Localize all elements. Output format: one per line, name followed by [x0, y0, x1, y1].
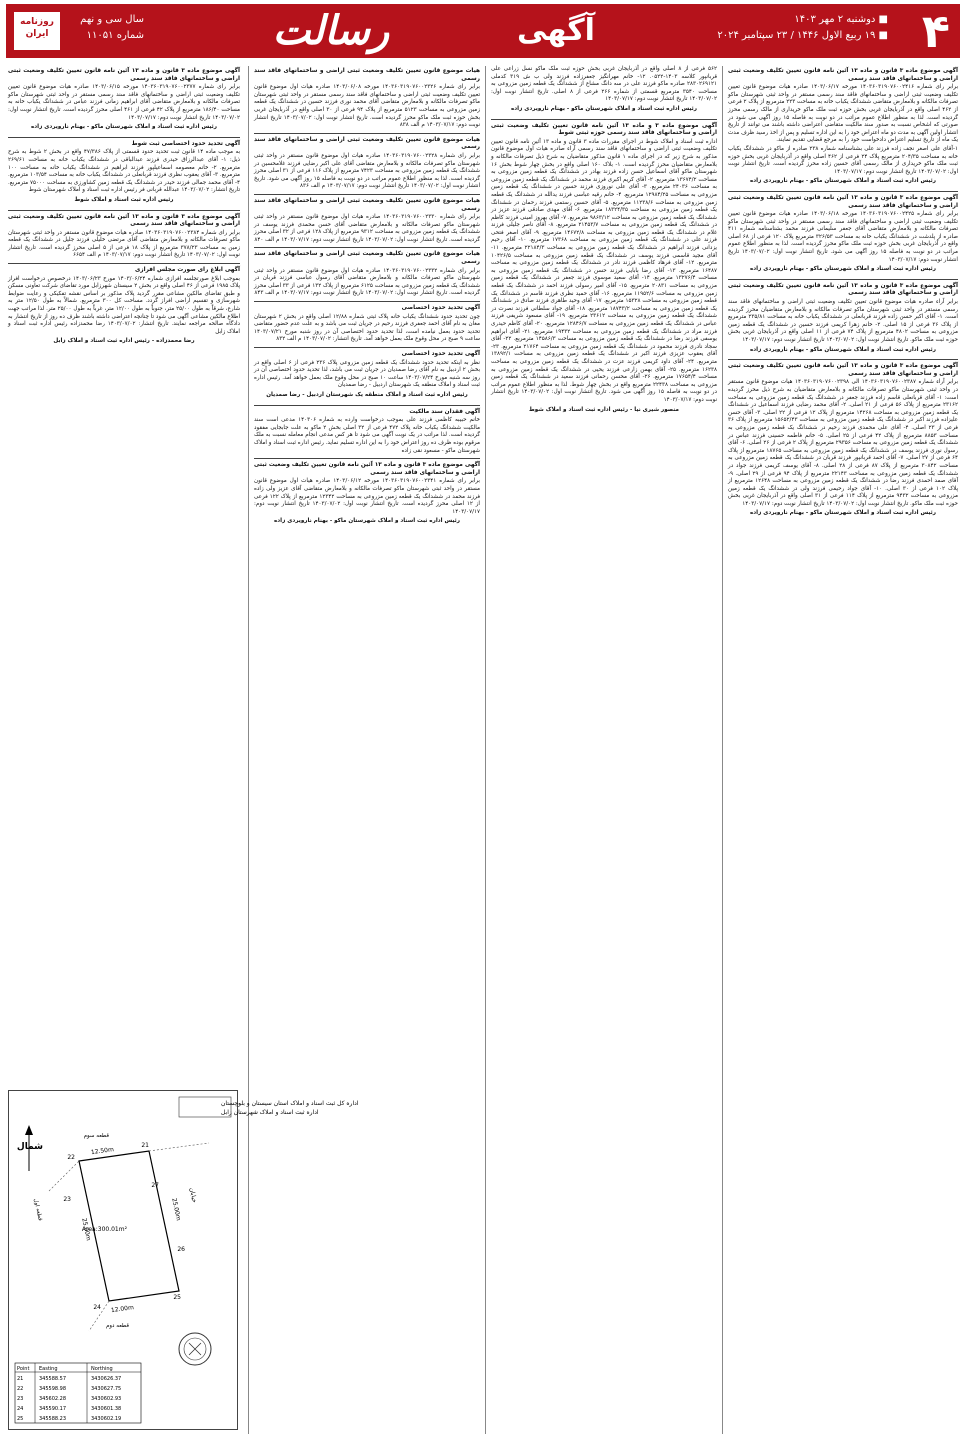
ad-body: ۵۶۲ فرعی از ۸ اصلی واقع در آذربایجان غربی بخش حوزه ثبت ملک ماکو نسل زراعی علی قربانپور کلاسه ۱۴۰۳-۰۵۲۲. ۱۲- خانم مهرانگیز جعفرزاده فرزند ولی ب ش ۳۱۹ کدملی ۲۸۳۰۲۶۹۱۲۱ صادره ماکو فرزند علی در سه دانگ مشاع از ششدانگ یک قطعه زمین مزروعی به مساحت ۳۵۴۰ مترمربع قسمتی از شماره ۲۶۶ فرعی از ۸ اصلی. تاریخ انتشار نوبت اول: ۱۴۰۳/۰۷/۰۲ تاریخ انتشار نوبت دوم: ۱۴۰۳/۰۷/۱۷	[491, 66, 718, 103]
table-cell: 3430602.19	[91, 1416, 122, 1422]
point-label: 24	[93, 1304, 101, 1311]
divider	[254, 301, 480, 302]
divider	[254, 247, 480, 248]
date-block	[717, 12, 888, 44]
newspaper-logo: رسالت	[272, 7, 390, 54]
ad-body: نظر به اینکه تحدید حدود ششدانگ یک قطعه زمین مزروعی پلاک ۲۳۶ فرعی از ۶ اصلی واقع در بخش ۲ اردبیل به نام آقای رضا صمدیان در جریان ثبت می باشد، لذا تحدید حدود اختصاصی آن در روز سه شنبه مورخ ۱۴۰۳/۰۷/۲۴ ساعت ۱۰ صبح در محل وقوع ملک بعمل خواهد آمد. رئیس اداره ثبت اسناد و املاک منطقه یک شهرستان اردبیل - رضا صمدیان	[254, 359, 481, 389]
column-4	[8, 66, 240, 1086]
ad-title: هیات موضوع قانون تعیین تکلیف وضعیت ثبتی اراضی و ساختمانهای فاقد سند رسمی	[254, 136, 480, 151]
point-label: 26	[177, 1246, 185, 1253]
divider	[728, 359, 958, 360]
page-number: ۴	[921, 4, 950, 58]
ad-body: به موجب ماده ۱۴ قانون ثبت تحدید حدود قسمتی از پلاک ۴۷/۳۸۶ واقع در بخش ۲ شوط به شرح ذیل: ۱- آقای عبدالرزاق حیدری فرزند عبدالباقی در ششدانگ یکباب خانه به مساحت ۲۶۹/۶۱ مترمربع. ۲- خانم معصومه اسماعیلپور فرزند ابراهیم در ششدانگ یکباب خانه به مساحت ۱۰۰ مترمربع. ۳- آقای یعقوب نظری فرزند قربانعلی در ششدانگ یکباب خانه به مساحت ۱۰۳/۵۴ مترمربع. ۴- آقای محمد جمالی فرزند حیدر در ششدانگ یک قطعه زمین کشاورزی به مساحت ۷۵۰۰۰ مترمربع. تاریخ انتشار: ۱۴۰۳/۰۷/۰۲ عبدالله قربانی فر رئیس اداره ثبت اسناد و املاک شهرستان شوط	[8, 149, 241, 194]
table-cell: 3430602.93	[91, 1396, 122, 1402]
column-2	[491, 66, 717, 1434]
point-label: 22	[67, 1154, 75, 1161]
map-title-1: اداره کل ثبت اسناد و املاک استان سیستان و بلوچستان	[221, 1100, 359, 1107]
point-label: 25	[173, 1294, 181, 1301]
ad-block	[728, 68, 958, 186]
ad-signature: رئیس اداره ثبت اسناد و املاک شهرستان ماکو - بهنام نارویردی زاده	[749, 266, 936, 273]
table-header: Northing	[91, 1366, 113, 1372]
ad-block	[728, 195, 958, 274]
divider	[254, 347, 480, 348]
ad-body: برابر آراء شماره ۱۴۰۳۶۰۳۱۹۰۷۶۰۰۲۳۸۷ الی ۱۴۰۳۶۰۳۱۹۰۷۶۰۰۲۳۹۸ هیات موضوع قانون مستقر در واحد ثبتی شهرستان ماکو تصرفات مالکانه و بلامعارض متقاضیان به شرح ذیل محرز گردیده است: ۱- آقای قربانعلی قاسم زاده فرزند جعفر در ششدانگ یک قطعه زمین مزروعی به مساحت ۲۳۱۶۲ مترمربع از پلاک ۵۶ فرعی از ۲۱ اصلی. ۲- آقای محمد رضایی فرزند اسماعیل در ششدانگ یک قطعه زمین مزروعی به مساحت ۱۴۲۶۸ مترمربع از پلاک ۱۲ فرعی از ۲۲ اصلی. ۳- آقای حسن علیزاده فرزند اکبر در ششدانگ یک قطعه زمین مزروعی به مساحت ۱۵۶۵۲/۴۳ مترمربع از پلاک ۳۶ فرعی از ۲۳ اصلی. ۴- آقای علی محمدی فرزند رحیم در ششدانگ یک قطعه زمین مزروعی به مساحت ۸۸۵۳ مترمربع از پلاک ۴۲ فرعی از ۲۵ اصلی. ۵- خانم فاطمه حسینی فرزند عباس در ششدانگ یک قطعه زمین مزروعی به مساحت ۲۹۳۵۶ مترمربع از پلاک ۲ فرعی از ۲۶ اصلی. ۶- آقای رسول نوری فرزند یوسف در ششدانگ یک قطعه زمین مزروعی به مساحت ۱۸۷۶۵ مترمربع از پلاک ۶۴ فرعی از ۲۷ اصلی. ۷- آقای احمد قربانپور فرزند قربان در ششدانگ یک قطعه زمین مزروعی به مساحت ۳۰۸۴۲ مترمربع از پلاک ۸۷ فرعی از ۲۸ اصلی. ۸- آقای یوسف کریمی فرزند جواد در ششدانگ یک قطعه زمین مزروعی به مساحت ۲۲۱۴۳ مترمربع از پلاک ۹۴ فرعی از ۲۹ اصلی. ۹- آقای صمد احمدی فرزند رضا در ششدانگ یک قطعه زمین مزروعی به مساحت ۱۲۶۴۸ مترمربع از پلاک ۱۰۲ فرعی از ۳۰ اصلی. ۱۰- آقای جواد رحیمی فرزند ولی در ششدانگ یک قطعه زمین مزروعی به مساحت ۹۴۳۲ مترمربع از پلاک ۱۱۴ فرعی از ۳۱ اصلی واقع در آذربایجان غربی بخش حوزه ثبت ملک ماکو. تاریخ انتشار نوبت اول: ۱۴۰۳/۰۷/۰۲ تاریخ انتشار نوبت دوم: ۱۴۰۳/۰۷/۱۷	[728, 379, 959, 507]
point-label: 27	[151, 1182, 159, 1189]
issue-number: شماره ۱۱۰۵۱	[86, 30, 144, 41]
ad-body: برابر رای شماره ۱۴۰۳۶۰۳۱۹۰۷۶۰۰۲۳۴۱ مورخه ۱۴۰۳/۰۶/۱۲ صادره هیات اول موضوع قانون مستقر در واحد ثبتی شهرستان ماکو تصرفات مالکانه و بلامعارض متقاضی آقای عزیز ولی زاده فرزند محمد در ششدانگ یک قطعه زمین مزروعی به مساحت ۱۲۳۴۲ مترمربع از پلاک ۱۲۲ فرعی از ۱۲ اصلی محرز گردیده است. تاریخ انتشار نوبت اول: ۱۴۰۳/۰۷/۰۲ تاریخ انتشار نوبت دوم: ۱۴۰۳/۰۷/۱۷	[254, 478, 480, 515]
neighbor-label: قطعه سوم	[83, 1133, 109, 1139]
ad-body: برابر رای شماره ۱۴۰۳۶۰۳۱۹۰۷۶۰۰۲۳۷۷ مورخه ۱۴۰۳/۰۶/۱۵ صادره هیات موضوع قانون تعیین تکلیف وضعیت ثبتی اراضی و ساختمانهای فاقد سند رسمی مستقر در واحد ثبتی شهرستان ماکو تصرفات مالکانه و بلامعارض متقاضی آقای ابراهیم زمانی فرزند عباس در ششدانگ یکباب خانه به مساحت ۱۸۶/۴۰ مترمربع از پلاک ۴۲ فرعی از ۴۶۱ اصلی محرز گردیده است. تاریخ انتشار نوبت اول: ۱۴۰۳/۰۷/۰۲ تاریخ انتشار نوبت دوم: ۱۴۰۳/۰۷/۱۷	[8, 84, 241, 121]
seal-stamp-icon	[179, 1333, 211, 1365]
column-3	[254, 66, 480, 1434]
ad-signature: منصور شیری نیا - رئیس اداره ثبت اسناد و املاک شوط	[528, 406, 680, 413]
point-label: 21	[141, 1142, 149, 1149]
table-header: Easting	[39, 1366, 58, 1372]
point-label: 23	[63, 1196, 71, 1203]
ad-title: آگهی موضوع ماده ۳ قانون و ماده ۱۳ آئین نامه قانون تعیین تکلیف وضعیت ثبتی اراضی و ساختمانهای فاقد سند رسمی	[728, 68, 959, 82]
ad-body: برابر رای شماره ۱۴۰۳۶۰۳۱۹۰۷۶۰۰۲۳۳۲ صادره هیات اول موضوع قانون مستقر در واحد ثبتی شهرستان ماکو تصرفات مالکانه و بلامعارض متقاضی آقای رسول عباسی فرزند قربان در ششدانگ یک قطعه زمین مزروعی به مساحت ۶۱۲۵ مترمربع از پلاک ۱۳۲ فرعی از ۳۳ اصلی محرز گردیده است. تاریخ انتشار نوبت اول: ۱۴۰۳/۰۷/۰۲ تاریخ انتشار نوبت دوم: ۱۴۰۳/۰۷/۱۷ م الف ۸۴۳	[254, 267, 480, 297]
ad-block	[254, 198, 480, 245]
divider	[254, 133, 480, 134]
ad-title: آگهی موضوع ماده ۳ قانون و ماده ۱۳ آئین نامه قانون تعیین تکلیف وضعیت ثبتی اراضی و ساختمانهای فاقد سند رسمی	[728, 363, 959, 377]
ad-block	[254, 305, 480, 344]
ad-signature: رئیس اداره ثبت اسناد و املاک شهرستان ماکو - بهنام نارویردی زاده	[510, 105, 697, 112]
table-rows	[17, 1376, 121, 1422]
table-cell: 3430601.38	[91, 1406, 122, 1412]
column-divider	[722, 66, 723, 1434]
edge-length: 12.00m	[110, 1304, 135, 1315]
table-cell: 345590.17	[39, 1406, 67, 1412]
ad-block	[8, 68, 240, 132]
survey-map	[8, 1090, 359, 1430]
table-cell: 24	[17, 1406, 24, 1412]
ad-block	[8, 214, 240, 261]
north-label: شمال	[16, 1142, 43, 1152]
page-header	[6, 4, 960, 58]
ad-signature: رئیس اداره ثبت اسناد و املاک منطقه یک شهرستان اردبیل - رضا صمدیان	[266, 391, 468, 398]
neighbor-line	[149, 1143, 209, 1151]
street-label: خیابان	[187, 1187, 198, 1204]
column-1	[728, 66, 958, 1434]
column-divider	[248, 66, 249, 1434]
edge-length: 25.00m	[80, 1217, 92, 1242]
column-divider	[485, 66, 486, 1434]
ad-signature: رئیس اداره ثبت اسناد و املاک شهرستان ماکو - بهنام نارویردی زاده	[30, 124, 217, 131]
divider	[254, 405, 480, 406]
ad-block	[254, 462, 480, 526]
ad-body: برابر رای شماره ۱۴۰۳۶۰۳۱۹۰۷۶۰۰۲۴۱۶ مورخه ۱۴۰۳/۰۶/۱۷ صادره هیات موضوع قانون تعیین تکلیف وضعیت ثبتی اراضی و ساختمانهای فاقد سند رسمی مستقر در واحد ثبتی شهرستان ماکو تصرفات مالکانه و بلامعارض متقاضی ششدانگ یکباب خانه به مساحت ۲۲۳ مترمربع از پلاک ۲ فرعی از ۴۶۲ اصلی واقع در آذربایجان غربی بخش حوزه ثبت ملک ماکو خریداری از مالک رسمی محرز گردیده است. لذا به منظور اطلاع عموم مراتب در دو نوبت به فاصله ۱۵ روز آگهی می شود در صورتی که اشخاص نسبت به صدور سند مالکیت متقاضی اعتراضی داشته باشند می توانند از تاریخ انتشار اولین آگهی به مدت دو ماه اعتراض خود را به این اداره تسلیم و پس از اخذ رسید ظرف مدت یک ماه از تاریخ تسلیم اعتراض دادخواست خود را به مرجع قضایی تقدیم نمایند.	[728, 84, 958, 144]
ad-block	[491, 66, 717, 114]
ad-title: آگهی ابلاغ رای صورت مجلس افرازی	[134, 267, 240, 274]
ad-title: آگهی تحدید حدود اختصاصی	[401, 351, 480, 357]
table-cell: 345588.57	[39, 1376, 67, 1382]
section-title: آگهی	[517, 13, 595, 48]
ad-title: آگهی موضوع ماده ۳ و ماده ۱۳ آئین نامه قانون تعیین تکلیف وضعیت ثبتی اراضی و ساختمانهای فاقد سند رسمی حوزه ثبتی شوط	[491, 122, 717, 137]
divider	[491, 119, 717, 120]
table-cell: 3430626.37	[91, 1376, 122, 1382]
ad-signature: رئیس اداره ثبت اسناد و املاک شهرستان ماکو - بهنام نارویردی زاده	[749, 178, 936, 185]
table-header: Point	[17, 1366, 30, 1372]
coordinate-table	[15, 1363, 141, 1423]
divider	[254, 458, 480, 459]
neighbor-label: قطعه اول	[32, 1197, 43, 1222]
ad-body: بموجب ابلاغ صورتجلسه افرازی شماره ۱۴۰۳/۰۶/۲۴ مورخ ۱۴۰۳/۰۶/۲۳ درخصوص درخواست افراز پلاک ۱۹۸۵ فرعی از ۴۶ اصلی واقع در بخش ۲ سیستان شهرزابل مورد تقاضای شرکت تعاونی مسکن و طبق تقاضای مالکین مشاعی مقرر گردید پلاک مذکور بر اساس نقشه تفکیکی و رعایت ضوابط شهرسازی و تقسیم اراضی افراز گردد. مساحت کل ۳۰۰ مترمربع. شمالاً به طول ۱۲/۵۰ متر به شارع، شرقاً به طول ۲۵/۰۰ متر، جنوباً به طول ۱۲/۰۰ متر، غرباً به طول ۲۵/۰۰ متر. لذا مراتب جهت اطلاع مالکین مشاعی آگهی می شود تا چنانچه اعتراضی داشته باشند ظرف ده روز از تاریخ انتشار به دادگاه صالحه مراجعه نمایند. تاریخ انتشار: ۱۴۰۳/۰۷/۰۲ رضا محمدزاده رئیس اداره ثبت اسناد و املاک زابل	[8, 275, 241, 335]
ad-block	[8, 267, 240, 346]
ad-signature: رضا محمدزاده - رئیس اداره ثبت اسناد و املاک زابل	[53, 338, 195, 345]
map-title-2: اداره ثبت اسناد و املاک شهرستان زابل	[221, 1109, 319, 1116]
ad-block	[728, 363, 958, 518]
ad-block	[254, 137, 480, 191]
ad-body: برابر رای شماره ۱۴۰۳۶۰۳۱۹۰۷۶۰۰۲۴۲۵ مورخه ۱۴۰۳/۰۶/۱۸ صادره هیات موضوع قانون تعیین تکلیف وضعیت ثبتی اراضی و ساختمانهای فاقد سند رسمی مستقر در واحد ثبتی شهرستان ماکو تصرفات مالکانه و بلامعارض متقاضی آقای جعفر سلیمانی فرزند محمد بشناسنامه شماره ۴۱۱ صادره از پلدشت در ششدانگ یکباب خانه به مساحت ۳۲۶/۵۳ مترمربع پلاک ۱۲۰ فرعی از ۶۸ اصلی واقع در آذربایجان غربی بخش حوزه ثبت ملک ماکو محرز گردیده است. لذا به منظور اطلاع عموم مراتب در دو نوبت به فاصله ۱۵ روز آگهی می شود. تاریخ انتشار نوبت اول: ۱۴۰۳/۰۷/۰۲ تاریخ انتشار نوبت دوم: ۱۴۰۳/۰۷/۱۷	[728, 211, 958, 263]
ad-block	[254, 68, 480, 130]
date-line-2: ■ ۱۹ ربیع الاول ۱۴۴۶ / ۲۳ سپتامبر ۲۰۲۴	[717, 30, 888, 41]
table-cell: 345602.28	[39, 1396, 67, 1402]
ad-body: برابر رای شماره ۱۴۰۳۶۰۳۱۹۰۷۶۰۰۲۳۲۸ صادره هیات اول موضوع قانون مستقر در واحد ثبتی شهرستان ماکو تصرفات مالکانه و بلامعارض متقاضی آقای علی اکبر رضایی فرزند غلامحسین در ششدانگ یک قطعه زمین مزروعی به مساحت ۷۴۲۳ مترمربع از پلاک ۱۱۶ فرعی از ۳۱ اصلی محرز گردیده است. لذا به منظور اطلاع عموم مراتب در دو نوبت به فاصله ۱۵ روز آگهی می شود. تاریخ انتشار نوبت اول: ۱۴۰۳/۰۷/۰۲ تاریخ انتشار نوبت دوم: ۱۴۰۳/۰۷/۱۷ م الف ۸۳۶	[254, 152, 480, 190]
ad-block	[254, 409, 480, 456]
ad-body: برابر رای شماره ۱۴۰۳۶۰۳۱۹۰۷۶۰۰۲۳۸۴ صادره هیات موضوع قانون مستقر در واحد ثبتی شهرستان ماکو تصرفات مالکانه و بلامعارض متقاضی آقای مرتضی خلیلی فرزند جلیل در ششدانگ یک قطعه زمین به مساحت ۳۷۸/۲۳ مترمربع از پلاک ۱۸ فرعی از ۵ اصلی محرز گردیده است. تاریخ انتشار نوبت اول: ۱۴۰۳/۰۷/۰۲ تاریخ انتشار نوبت دوم: ۱۴۰۳/۰۷/۱۷ م الف ۶۶۵۴	[8, 229, 240, 259]
ad-title: آگهی موضوع ماده ۳ قانون و ماده ۱۳ آئین نامه قانون تعیین تکلیف وضعیت ثبتی اراضی و ساختمانهای فاقد سند رسمی	[728, 194, 959, 209]
date-line-1: ■ دوشنبه ۲ مهر ۱۴۰۳	[794, 14, 888, 25]
ad-block	[254, 351, 480, 400]
ad-title: آگهی موضوع ماده ۳ قانون و ماده ۱۳ آئین نامه قانون تعیین تکلیف وضعیت ثبتی اراضی و ساختمانهای فاقد سند رسمی	[8, 213, 241, 228]
ad-title: هیات موضوع قانون تعیین تکلیف وضعیت ثبتی اراضی و ساختمانهای فاقد سند رسمی	[254, 197, 480, 212]
ad-body: برابر آراء صادره هیات موضوع قانون تعیین تکلیف وضعیت ثبتی اراضی و ساختمانهای فاقد سند رسمی مستقر در واحد ثبتی شهرستان ماکو تصرفات مالکانه و بلامعارض متقاضیان محرز گردیده است. ۱- آقای اکبر حسن زاده فرزند قربانعلی در ششدانگ یکباب خانه به مساحت ۲۳۵/۸۱ مترمربع از پلاک ۳۶ فرعی از ۱۵ اصلی. ۲- خانم زهرا کریمی فرزند حسین در ششدانگ یک قطعه زمین مزروعی به مساحت ۴۸۰۲ مترمربع از پلاک ۷۴ فرعی از ۱۱ اصلی واقع در آذربایجان غربی بخش حوزه ثبت ملک ماکو. تاریخ انتشار نوبت اول: ۱۴۰۳/۰۷/۰۲ تاریخ انتشار نوبت دوم: ۱۴۰۳/۰۷/۱۷	[728, 299, 958, 343]
ad-body: برابر رای شماره ۱۴۰۳۶۰۳۱۹۰۷۶۰۰۲۳۲۶ مورخه ۱۴۰۳/۰۶/۰۸ صادره هیات اول موضوع قانون تعیین تکلیف وضعیت ثبتی اراضی و ساختمانهای فاقد سند رسمی مستقر در واحد ثبتی شهرستان ماکو تصرفات مالکانه و بلامعارض متقاضی آقای محمد نوری فرزند حسین در ششدانگ یک قطعه زمین مزروعی به مساحت ۵۱۲۳ مترمربع از پلاک ۹۴ فرعی از ۳۰ اصلی واقع در آذربایجان غربی بخش حوزه ثبت ملک ماکو محرز گردیده است. تاریخ انتشار نوبت اول: ۱۴۰۳/۰۷/۰۲ تاریخ انتشار نوبت دوم: ۱۴۰۳/۰۷/۱۷ م الف ۸۳۸	[254, 84, 480, 129]
ad-signature: رئیس اداره ثبت اسناد و املاک شهرستان ماکو - بهنام نارویردی زاده	[749, 510, 936, 517]
divider	[728, 279, 958, 280]
divider	[8, 137, 240, 138]
table-cell: 21	[17, 1376, 24, 1382]
table-cell: 23	[17, 1396, 24, 1402]
neighbor-label: قطعه دوم	[105, 1323, 129, 1329]
table-cell: 22	[17, 1386, 24, 1392]
ad-title: هیات موضوع قانون تعیین تکلیف وضعیت ثبتی اراضی و ساختمانهای فاقد سند رسمی	[254, 68, 480, 82]
divider	[254, 194, 480, 195]
table-cell: 345598.98	[39, 1386, 67, 1392]
table-cell: 345588.23	[39, 1416, 67, 1422]
side-logo: روزنامه ایران	[14, 12, 60, 50]
divider	[728, 191, 958, 192]
ad-signature: رئیس اداره ثبت اسناد و املاک شهرستان ماکو - بهنام نارویردی زاده	[749, 346, 936, 353]
ad-title: آگهی تحدید حدود اختصاصی	[401, 305, 480, 312]
ad-body: برابر رای شماره ۱۴۰۳۶۰۳۱۹۰۷۶۰۰۲۳۳۰ صادره هیات اول موضوع قانون مستقر در واحد ثبتی شهرستان ماکو تصرفات مالکانه و بلامعارض متقاضی آقای حسن محمدی فرزند یوسف در ششدانگ یک قطعه زمین مزروعی به مساحت ۹۳۱۲ مترمربع از پلاک ۱۲۸ فرعی از ۳۲ اصلی محرز گردیده است. تاریخ انتشار نوبت اول: ۱۴۰۳/۰۷/۰۲ تاریخ انتشار نوبت دوم: ۱۴۰۳/۰۷/۱۷ م الف ۸۴۰	[254, 214, 480, 243]
ad-block	[8, 141, 240, 205]
ad-signature: رئیس اداره ثبت اسناد و املاک شهرستان ماکو - بهنام نارویردی زاده	[273, 518, 460, 525]
ad-body: اداره ثبت اسناد و املاک شوط در اجرای مقررات ماده ۳ قانون و ماده ۱۳ آئین نامه قانون تعیین تکلیف وضعیت ثبتی اراضی و ساختمانهای فاقد سند رسمی آراء صادره هیات اول موضوع قانون مذکور به شرح زیر که در اجرای ماده ۱ قانون مذکور متقاضیان به شرح ذیل تصرفات مالکانه و بلامعارض متقاضیان محرز گردیده است. ۱- بلاک ۱۶۰ اصلی واقع در بخش چهار شوط بخش ۱۶ شهرستان ماکو آقای اسماعیل حسن زاده فرزند بهادر در ششدانگ یک قطعه زمین مزروعی به مساحت ۱۳۶۷۴/۲ مترمربع. ۲- آقای کریم اکبری فرزند محمد در ششدانگ یک قطعه زمین مزروعی به مساحت ۲۴۰۳۶ مترمربع. ۳- آقای علی نوروزی فرزند حسین در ششدانگ یک قطعه زمین مزروعی به مساحت ۱۲۹۸۴/۲۵ مترمربع. ۴- خانم رقیه عباسی فرزند یدالله در ششدانگ یک قطعه زمین مزروعی به مساحت ۱۱۲۳۸/۶ مترمربع. ۵- آقای حسین رستمی فرزند رحمان در ششدانگ یک قطعه زمین مزروعی به مساحت ۱۸۳۲۴/۳۵ مترمربع. ۶- آقای مهدی صادقی فرزند عزیز در ششدانگ یک قطعه زمین مزروعی به مساحت ۹۸۶۳/۱۲ مترمربع. ۷- آقای بهروز امینی فرزند کاظم در ششدانگ یک قطعه زمین مزروعی به مساحت ۲۱۴۵۳/۷ مترمربع. ۸- آقای ناصر جلیلی فرزند غلام در ششدانگ یک قطعه زمین مزروعی به مساحت ۱۴۶۷۲/۸ مترمربع. ۹- آقای اصغر فتحی فرزند علی در ششدانگ یک قطعه زمین مزروعی به مساحت ۱۷۳۶۸ مترمربع. ۱۰- آقای رحیم یزدانی فرزند ابراهیم در ششدانگ یک قطعه زمین مزروعی به مساحت ۲۲۱۸۴/۳ مترمربع. ۱۱- آقای مجید قاسمی فرزند یوسف در ششدانگ یک قطعه زمین مزروعی به مساحت ۱۰۴۲۶/۵ مترمربع. ۱۲- آقای فرهاد کاظمی فرزند نادر در ششدانگ یک قطعه زمین مزروعی به مساحت ۱۶۴۸۷ مترمربع. ۱۳- آقای رضا بابایی فرزند حسن در ششدانگ یک قطعه زمین مزروعی به مساحت ۱۳۲۷۶/۴ مترمربع. ۱۴- آقای سعید موسوی فرزند جعفر در ششدانگ یک قطعه زمین مزروعی به مساحت ۲۰۸۳۱ مترمربع. ۱۵- آقای امیر رسولی فرزند احمد در ششدانگ یک قطعه زمین مزروعی به مساحت ۱۱۹۵۲/۶ مترمربع. ۱۶- آقای حمید نظری فرزند قاسم در ششدانگ یک قطعه زمین مزروعی به مساحت ۱۵۳۲۸ مترمربع. ۱۷- آقای وحید طاهری فرزند صادق در ششدانگ یک قطعه زمین مزروعی به مساحت ۱۸۷۴۳/۲ مترمربع. ۱۸- آقای جواد سلطانی فرزند نصرت در ششدانگ یک قطعه زمین مزروعی به مساحت ۲۳۶۱۲ مترمربع. ۱۹- آقای مسعود شریفی فرزند عباس در ششدانگ یک قطعه زمین مزروعی به مساحت ۱۲۸۴۶/۷ مترمربع. ۲۰- آقای کاظم حیدری فرزند مراد در ششدانگ یک قطعه زمین مزروعی به مساحت ۱۹۴۳۲ مترمربع. ۲۱- آقای ابراهیم یوسفی فرزند رضا در ششدانگ یک قطعه زمین مزروعی به مساحت ۱۴۵۸۶/۳ مترمربع. ۲۲- آقای سجاد نادری فرزند محمود در ششدانگ یک قطعه زمین مزروعی به مساحت ۲۱۷۶۴ مترمربع. ۲۳- آقای یعقوب عزیزی فرزند اکبر در ششدانگ یک قطعه زمین مزروعی به مساحت ۱۳۸۹۲/۱ مترمربع. ۲۴- آقای داود کریمی فرزند عزت در ششدانگ یک قطعه زمین مزروعی به مساحت ۱۶۲۳۸ مترمربع. ۲۵- آقای بهمن زارعی فرزند یحیی در ششدانگ یک قطعه زمین مزروعی به مساحت ۱۷۶۵۴/۴ مترمربع. ۲۶- آقای محسن رحمانی فرزند سعید در ششدانگ یک قطعه زمین مزروعی به مساحت ۲۲۴۳۸ مترمربع واقع در بخش چهار شوط. لذا به منظور اطلاع عموم مراتب در دو نوبت به فاصله ۱۵ روز آگهی می شود. تاریخ انتشار نوبت اول: ۱۴۰۳/۰۷/۰۲ تاریخ انتشار نوبت دوم: ۱۴۰۳/۰۷/۱۷	[491, 138, 718, 403]
area-label: Area:300.01m²	[81, 1226, 127, 1233]
ad-title: هیات موضوع قانون تعیین تکلیف وضعیت ثبتی اراضی و ساختمانهای فاقد سند رسمی	[254, 251, 480, 266]
table-cell: 25	[17, 1416, 24, 1422]
issue-info	[64, 12, 144, 44]
ad-body: ۱-آقای علی اصغر نجف زاده فرزند علی بشناسنامه شماره ۲۳۸ صادره از ماکو در ششدانگ یکباب خانه به مساحت ۲۰۴/۳۵ مترمربع پلاک ۲۴ فرعی از ۴۶۲ اصلی واقع در آذربایجان غربی بخش حوزه ثبت ملک ماکو خریداری از مالک رسمی آقای حسین زاده محرز گردیده است. تاریخ انتشار نوبت اول: ۱۴۰۳/۰۷/۰۲ تاریخ انتشار نوبت دوم: ۱۴۰۳/۰۷/۱۷	[728, 145, 959, 175]
ad-body: چون تحدید حدود ششدانگ یکباب خانه پلاک ثبتی شماره ۱۲/۸۸ اصلی واقع در بخش ۲ شهرستان مغان به نام آقای احمد جعفری فرزند رحیم در جریان ثبت می باشد و به علت عدم حضور متقاضی تحدید حدود بعمل نیامده است، لذا تحدید حدود اختصاصی آن در روز شنبه مورخ ۱۴۰۳/۰۷/۲۱ ساعت ۹ صبح در محل وقوع ملک بعمل خواهد آمد. تاریخ انتشار: ۱۴۰۳/۰۷/۰۲ م الف ۸۳۲	[254, 313, 480, 343]
table-cell: 3430627.75	[91, 1386, 122, 1392]
neighbor-line	[49, 1161, 79, 1191]
ad-title: آگهی فقدان سند مالکیت	[409, 408, 480, 415]
edge-length: 12.50m	[90, 1146, 115, 1157]
ad-title: آگهی موضوع ماده ۳ قانون و ماده ۱۳ آئین نامه قانون تعیین تکلیف وضعیت ثبتی اراضی و ساختمانهای فاقد سند رسمی	[8, 68, 241, 82]
ad-signature: رئیس اداره ثبت اسناد و املاک شوط	[74, 196, 174, 203]
ad-block	[254, 251, 480, 298]
ad-title: آگهی موضوع ماده ۳ قانون و ماده ۱۳ آئین نامه قانون تعیین تکلیف وضعیت ثبتی اراضی و ساختمانهای فاقد سند رسمی	[254, 462, 481, 476]
issue-year: سال سی و نهم	[80, 14, 144, 25]
edge-length: 25.00m	[170, 1197, 182, 1222]
ad-title: آگهی تحدید حدود اختصاصی ثبت شوط	[131, 140, 240, 147]
divider	[8, 263, 240, 264]
survey-map-drawing	[9, 1091, 359, 1431]
ad-body: خانم حبیبه کاظمی فرزند علی بموجب درخواست وارده به شماره ۱۴۰۳۰۶ مدعی است سند مالکیت ششدانگ یکباب خانه پلاک ۴۷۲ فرعی از ۳۲ اصلی بخش ۲ ماکو به علت جابجایی مفقود گردیده است. لذا مراتب در یک نوبت آگهی می شود تا هر کس مدعی انجام معامله نسبت به ملک مرقوم بوده ظرف ده روز اعتراض خود را به این اداره تسلیم نماید. رئیس اداره ثبت اسناد و املاک شهرستان ماکو - مسعود نقی زاده	[254, 417, 480, 454]
divider	[8, 210, 240, 211]
ad-block	[491, 123, 717, 415]
ad-title: آگهی موضوع ماده ۳ قانون و ماده ۱۳ آئین نامه قانون تعیین تکلیف وضعیت ثبتی اراضی و ساختمانهای فاقد سند رسمی	[728, 282, 959, 297]
ad-block	[728, 283, 958, 354]
